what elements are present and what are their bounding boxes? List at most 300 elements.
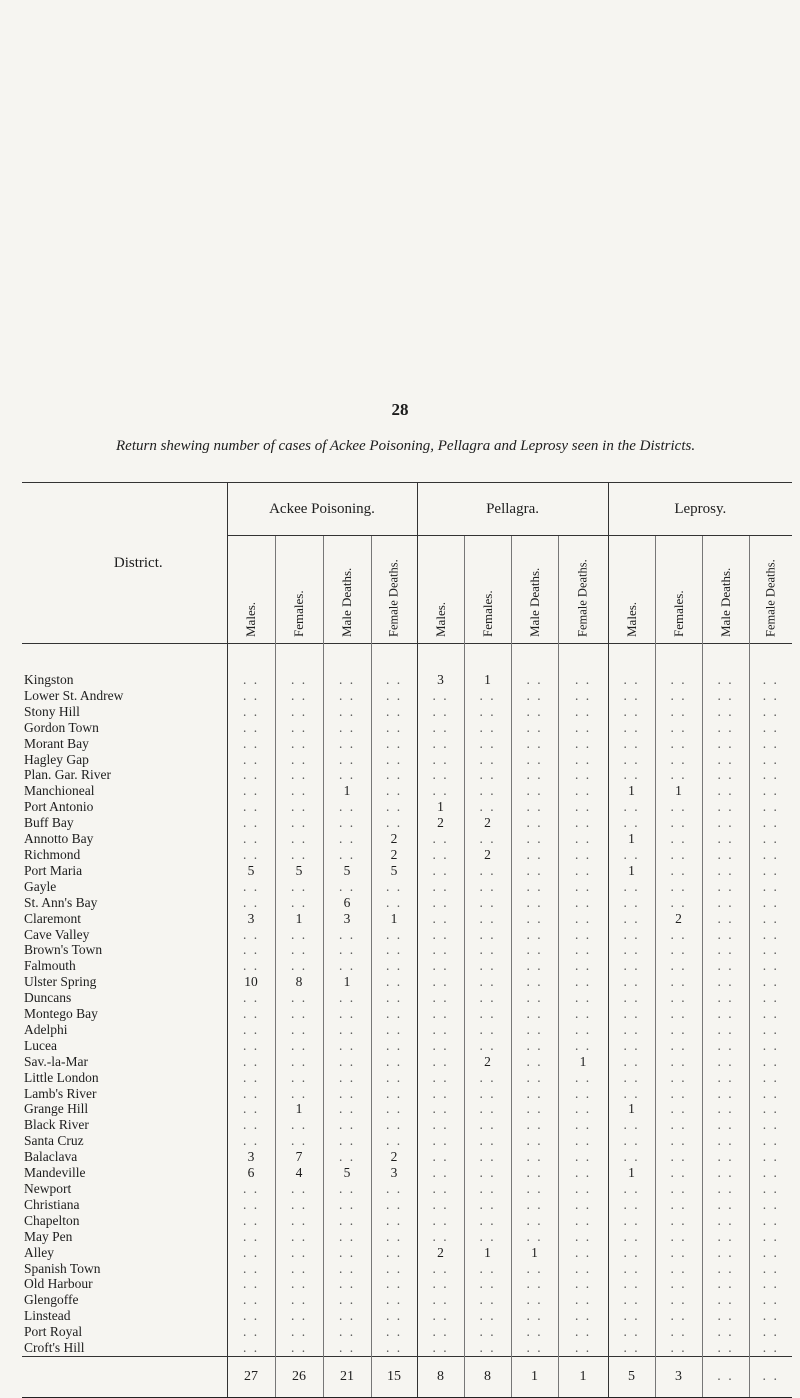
cell-empty bbox=[655, 831, 702, 847]
empty-marker: . . bbox=[526, 1006, 543, 1022]
empty-marker: . . bbox=[762, 1276, 779, 1292]
empty-marker: . . bbox=[574, 672, 592, 687]
cell-empty bbox=[464, 1340, 511, 1356]
empty-marker: . . bbox=[762, 767, 779, 783]
empty-marker: . . bbox=[717, 974, 734, 990]
cell-empty bbox=[558, 1133, 608, 1149]
empty-marker: . . bbox=[623, 878, 640, 894]
cell-empty bbox=[323, 1117, 371, 1133]
empty-marker: . . bbox=[717, 846, 734, 862]
empty-marker: . . bbox=[670, 1196, 687, 1212]
cell-value: 2 bbox=[464, 815, 511, 831]
cell-empty bbox=[323, 1038, 371, 1054]
empty-marker: . . bbox=[574, 910, 592, 926]
subcolumn-label: Males. bbox=[243, 601, 258, 637]
empty-marker: . . bbox=[338, 751, 356, 767]
empty-marker: . . bbox=[432, 1165, 449, 1181]
district-name: Croft's Hill bbox=[24, 1340, 85, 1356]
cell-empty bbox=[323, 1006, 371, 1022]
empty-marker: . . bbox=[526, 831, 543, 847]
empty-marker: . . bbox=[385, 1021, 403, 1037]
empty-marker: . . bbox=[717, 831, 734, 847]
cell-empty bbox=[323, 752, 371, 768]
empty-marker: . . bbox=[762, 687, 779, 703]
cell-empty bbox=[608, 1022, 655, 1038]
cell-empty bbox=[464, 895, 511, 911]
cell-empty bbox=[749, 1292, 792, 1308]
empty-marker: . . bbox=[623, 1117, 640, 1133]
cell-empty bbox=[749, 767, 792, 783]
empty-marker: . . bbox=[574, 1069, 592, 1085]
empty-marker: . . bbox=[623, 1133, 640, 1149]
cell-empty bbox=[275, 1340, 323, 1356]
cell-empty bbox=[702, 1086, 749, 1102]
cell-empty bbox=[655, 752, 702, 768]
district-name: Port Royal bbox=[24, 1324, 83, 1340]
empty-marker: . . bbox=[290, 1228, 308, 1244]
district-name: Little London bbox=[24, 1069, 99, 1085]
empty-marker: . . bbox=[623, 1149, 640, 1165]
empty-marker: . . bbox=[242, 672, 260, 687]
empty-marker: . . bbox=[762, 1053, 779, 1069]
empty-marker: . . bbox=[623, 1244, 640, 1260]
cell-empty bbox=[511, 1197, 558, 1213]
district-name: Adelphi bbox=[24, 1021, 68, 1037]
empty-marker: . . bbox=[670, 1292, 687, 1308]
empty-marker: . . bbox=[526, 942, 543, 958]
empty-marker: . . bbox=[385, 1006, 403, 1022]
cell-value: 1 bbox=[608, 1101, 655, 1117]
cell-empty bbox=[227, 752, 275, 768]
cell-empty bbox=[227, 688, 275, 704]
empty-marker: . . bbox=[623, 1006, 640, 1022]
empty-marker: . . bbox=[385, 719, 403, 735]
cell-empty bbox=[655, 1276, 702, 1292]
empty-marker: . . bbox=[242, 719, 260, 735]
empty-marker: . . bbox=[479, 974, 496, 990]
cell-empty bbox=[227, 879, 275, 895]
cell-empty bbox=[655, 704, 702, 720]
total-value: 8 bbox=[417, 1356, 464, 1397]
cell-empty bbox=[464, 1292, 511, 1308]
cell-empty bbox=[323, 1086, 371, 1102]
cell-empty bbox=[275, 1022, 323, 1038]
cell-value: 1 bbox=[323, 783, 371, 799]
empty-marker: . . bbox=[762, 1101, 779, 1117]
district-name: Linstead bbox=[24, 1308, 71, 1324]
cell-empty bbox=[371, 672, 417, 688]
empty-marker: . . bbox=[338, 1340, 356, 1356]
empty-marker: . . bbox=[385, 1196, 403, 1212]
empty-marker: . . bbox=[385, 767, 403, 783]
cell-empty bbox=[275, 879, 323, 895]
cell-empty bbox=[655, 815, 702, 831]
cell-empty bbox=[227, 1324, 275, 1340]
empty-marker: . . bbox=[717, 1021, 734, 1037]
cell-empty bbox=[464, 879, 511, 895]
cell-empty bbox=[655, 1086, 702, 1102]
cell-value: 1 bbox=[558, 1054, 608, 1070]
cell-empty bbox=[511, 1324, 558, 1340]
empty-marker: . . bbox=[290, 1021, 308, 1037]
cell-empty bbox=[608, 1149, 655, 1165]
cell-empty bbox=[702, 720, 749, 736]
cell-empty bbox=[464, 799, 511, 815]
empty-marker: . . bbox=[242, 1181, 260, 1196]
empty-marker: . . bbox=[479, 783, 496, 799]
cell-empty bbox=[749, 958, 792, 974]
empty-marker: . . bbox=[479, 719, 496, 735]
empty-marker: . . bbox=[762, 1021, 779, 1037]
empty-marker: . . bbox=[717, 783, 734, 799]
cell-value: 2 bbox=[371, 1149, 417, 1165]
cell-empty bbox=[655, 1292, 702, 1308]
table-row bbox=[22, 688, 792, 704]
empty-marker: . . bbox=[670, 926, 687, 942]
empty-marker: . . bbox=[338, 1181, 356, 1196]
cell-empty bbox=[702, 1308, 749, 1324]
cell-empty bbox=[371, 879, 417, 895]
cell-value: 1 bbox=[464, 672, 511, 688]
empty-marker: . . bbox=[670, 767, 687, 783]
empty-marker: . . bbox=[242, 1292, 260, 1308]
cell-empty bbox=[749, 1276, 792, 1292]
cell-empty bbox=[702, 688, 749, 704]
empty-marker: . . bbox=[338, 799, 356, 815]
cell-empty bbox=[511, 783, 558, 799]
empty-marker: . . bbox=[762, 1069, 779, 1085]
table-row bbox=[22, 958, 792, 974]
empty-marker: . . bbox=[574, 846, 592, 862]
empty-marker: . . bbox=[670, 1276, 687, 1292]
district-name: Lamb's River bbox=[24, 1085, 97, 1101]
subcolumn-header bbox=[275, 536, 323, 644]
cell-empty bbox=[227, 847, 275, 863]
cell-empty bbox=[608, 1038, 655, 1054]
cell-empty bbox=[323, 720, 371, 736]
district-name: Black River bbox=[24, 1117, 89, 1133]
empty-marker: . . bbox=[717, 719, 734, 735]
district-name: Stony Hill bbox=[24, 703, 80, 719]
cell-empty bbox=[558, 831, 608, 847]
cell-empty bbox=[608, 736, 655, 752]
cell-value: 3 bbox=[227, 911, 275, 927]
cell-empty bbox=[511, 831, 558, 847]
empty-marker: . . bbox=[574, 1276, 592, 1292]
cell-value: 2 bbox=[371, 831, 417, 847]
empty-marker: . . bbox=[385, 1181, 403, 1196]
cell-empty bbox=[417, 720, 464, 736]
cell-empty bbox=[511, 1117, 558, 1133]
cell-empty bbox=[608, 720, 655, 736]
district-name: Lower St. Andrew bbox=[24, 687, 124, 703]
empty-marker: . . bbox=[479, 1021, 496, 1037]
empty-marker: . . bbox=[623, 974, 640, 990]
empty-marker: . . bbox=[623, 719, 640, 735]
empty-marker: . . bbox=[338, 767, 356, 783]
empty-marker: . . bbox=[290, 751, 308, 767]
cell-empty bbox=[511, 911, 558, 927]
empty-marker: . . bbox=[479, 751, 496, 767]
empty-marker: . . bbox=[574, 783, 592, 799]
cell-empty bbox=[608, 672, 655, 688]
cell-empty bbox=[749, 815, 792, 831]
district-name: Port Maria bbox=[24, 862, 83, 878]
table-row bbox=[22, 863, 792, 879]
empty-marker: . . bbox=[385, 1244, 403, 1260]
totals-row bbox=[22, 1356, 792, 1397]
empty-marker: . . bbox=[717, 1006, 734, 1022]
empty-marker: . . bbox=[338, 815, 356, 831]
empty-marker: . . bbox=[242, 894, 260, 910]
empty-marker: . . bbox=[385, 1228, 403, 1244]
cell-empty bbox=[702, 1133, 749, 1149]
empty-marker: . . bbox=[432, 990, 449, 1006]
empty-marker: . . bbox=[717, 687, 734, 703]
cell-empty bbox=[558, 1245, 608, 1261]
cell-empty bbox=[371, 1006, 417, 1022]
cell-empty bbox=[749, 736, 792, 752]
cell-empty bbox=[464, 1038, 511, 1054]
empty-marker: . . bbox=[623, 894, 640, 910]
empty-marker: . . bbox=[623, 1069, 640, 1085]
cell-empty bbox=[371, 1292, 417, 1308]
cell-empty bbox=[655, 1054, 702, 1070]
cell-value: 1 bbox=[608, 831, 655, 847]
empty-marker: . . bbox=[479, 1260, 496, 1276]
empty-marker: . . bbox=[762, 1308, 779, 1324]
empty-marker: . . bbox=[385, 703, 403, 719]
empty-marker: . . bbox=[762, 1149, 779, 1165]
cell-empty bbox=[511, 1292, 558, 1308]
empty-marker: . . bbox=[385, 958, 403, 974]
table-row bbox=[22, 1101, 792, 1117]
cell-empty bbox=[749, 1181, 792, 1197]
ackee-poisoning-header: Ackee Poisoning. bbox=[227, 483, 417, 536]
empty-marker: . . bbox=[574, 1101, 592, 1117]
table-row bbox=[22, 879, 792, 895]
cell-empty bbox=[417, 736, 464, 752]
cell-empty bbox=[608, 1181, 655, 1197]
cell-empty bbox=[227, 1070, 275, 1086]
cell-empty bbox=[558, 847, 608, 863]
cell-empty bbox=[511, 1308, 558, 1324]
cell-empty bbox=[464, 831, 511, 847]
empty-marker: . . bbox=[479, 878, 496, 894]
cell-empty bbox=[417, 990, 464, 1006]
cell-empty bbox=[371, 1133, 417, 1149]
empty-marker: . . bbox=[762, 799, 779, 815]
table-row bbox=[22, 767, 792, 783]
empty-marker: . . bbox=[717, 1181, 734, 1196]
empty-marker: . . bbox=[479, 1196, 496, 1212]
cell-empty bbox=[227, 767, 275, 783]
empty-marker: . . bbox=[242, 1196, 260, 1212]
empty-marker: . . bbox=[574, 1021, 592, 1037]
empty-marker: . . bbox=[526, 1196, 543, 1212]
cell-empty bbox=[275, 942, 323, 958]
empty-marker: . . bbox=[762, 1037, 779, 1053]
empty-marker: . . bbox=[479, 1276, 496, 1292]
cell-empty bbox=[558, 974, 608, 990]
district-name: Annotto Bay bbox=[24, 831, 94, 847]
cell-empty bbox=[275, 815, 323, 831]
cell-empty bbox=[749, 1229, 792, 1245]
cell-empty bbox=[749, 974, 792, 990]
cell-empty bbox=[275, 847, 323, 863]
empty-marker: . . bbox=[623, 926, 640, 942]
cell-empty bbox=[655, 1006, 702, 1022]
empty-marker: . . bbox=[290, 1260, 308, 1276]
cell-empty bbox=[323, 815, 371, 831]
table-row bbox=[22, 799, 792, 815]
cell-empty bbox=[417, 1070, 464, 1086]
cell-empty bbox=[417, 863, 464, 879]
empty-marker: . . bbox=[762, 990, 779, 1006]
cell-empty bbox=[511, 1038, 558, 1054]
empty-marker: . . bbox=[717, 1133, 734, 1149]
cell-empty bbox=[371, 1070, 417, 1086]
empty-marker: . . bbox=[574, 703, 592, 719]
cell-empty bbox=[558, 1229, 608, 1245]
cell-empty bbox=[227, 720, 275, 736]
cell-empty bbox=[227, 1276, 275, 1292]
cell-empty bbox=[464, 1229, 511, 1245]
cell-empty bbox=[655, 1324, 702, 1340]
cell-empty bbox=[464, 1006, 511, 1022]
empty-marker: . . bbox=[290, 1133, 308, 1149]
cell-empty bbox=[511, 1006, 558, 1022]
empty-marker: . . bbox=[385, 1101, 403, 1117]
cell-empty bbox=[511, 688, 558, 704]
empty-marker: . . bbox=[717, 1340, 734, 1356]
empty-marker: . . bbox=[526, 974, 543, 990]
cell-empty bbox=[371, 1213, 417, 1229]
cell-empty bbox=[749, 831, 792, 847]
empty-marker: . . bbox=[717, 751, 734, 767]
empty-marker: . . bbox=[623, 1340, 640, 1356]
empty-marker: . . bbox=[670, 1006, 687, 1022]
empty-marker: . . bbox=[526, 1117, 543, 1133]
district-name: Hagley Gap bbox=[24, 751, 89, 767]
empty-marker: . . bbox=[762, 1260, 779, 1276]
cell-empty bbox=[655, 1213, 702, 1229]
cell-empty bbox=[417, 911, 464, 927]
subcolumn-label: Female Deaths. bbox=[763, 559, 778, 637]
cell-empty bbox=[275, 1324, 323, 1340]
empty-marker: . . bbox=[717, 735, 734, 751]
empty-marker: . . bbox=[717, 910, 734, 926]
empty-marker: . . bbox=[290, 990, 308, 1006]
cell-empty bbox=[655, 1308, 702, 1324]
cell-value: 1 bbox=[275, 1101, 323, 1117]
district-name: Christiana bbox=[24, 1196, 80, 1212]
empty-marker: . . bbox=[670, 1085, 687, 1101]
empty-marker: . . bbox=[670, 862, 687, 878]
cell-empty bbox=[558, 1261, 608, 1277]
cell-empty bbox=[608, 688, 655, 704]
totals-label-cell bbox=[22, 1356, 227, 1397]
district-name: Kingston bbox=[24, 672, 74, 687]
empty-marker: . . bbox=[526, 958, 543, 974]
empty-marker: . . bbox=[574, 1117, 592, 1133]
cell-empty bbox=[417, 831, 464, 847]
cell-empty bbox=[702, 1101, 749, 1117]
cell-empty bbox=[275, 958, 323, 974]
empty-marker: . . bbox=[385, 974, 403, 990]
cell-empty bbox=[227, 1197, 275, 1213]
district-name: St. Ann's Bay bbox=[24, 894, 98, 910]
cell-value: 5 bbox=[323, 1165, 371, 1181]
empty-marker: . . bbox=[762, 1165, 779, 1181]
cell-empty bbox=[702, 1181, 749, 1197]
cell-empty bbox=[558, 1070, 608, 1086]
empty-marker: . . bbox=[338, 1101, 356, 1117]
cell-empty bbox=[371, 990, 417, 1006]
empty-marker: . . bbox=[670, 1165, 687, 1181]
empty-marker: . . bbox=[242, 1308, 260, 1324]
subcolumn-label: Females. bbox=[291, 590, 306, 637]
empty-marker: . . bbox=[762, 815, 779, 831]
empty-marker: . . bbox=[526, 862, 543, 878]
empty-marker: . . bbox=[762, 751, 779, 767]
empty-marker: . . bbox=[526, 878, 543, 894]
cell-empty bbox=[464, 911, 511, 927]
cell-empty bbox=[464, 1149, 511, 1165]
district-name: Newport bbox=[24, 1181, 72, 1196]
district-name: Lucea bbox=[24, 1037, 57, 1053]
cell-empty bbox=[371, 767, 417, 783]
cell-empty bbox=[749, 1038, 792, 1054]
empty-marker: . . bbox=[385, 894, 403, 910]
empty-marker: . . bbox=[717, 1117, 734, 1133]
pellagra-header: Pellagra. bbox=[417, 483, 608, 536]
empty-marker: . . bbox=[717, 1101, 734, 1117]
empty-marker: . . bbox=[242, 799, 260, 815]
empty-marker: . . bbox=[526, 1324, 543, 1340]
cell-empty bbox=[558, 736, 608, 752]
empty-marker: . . bbox=[242, 1212, 260, 1228]
empty-marker: . . bbox=[432, 1037, 449, 1053]
empty-marker: . . bbox=[717, 958, 734, 974]
cell-value: 3 bbox=[323, 911, 371, 927]
empty-marker: . . bbox=[432, 974, 449, 990]
cell-empty bbox=[608, 799, 655, 815]
cell-empty bbox=[227, 990, 275, 1006]
cell-empty bbox=[371, 1022, 417, 1038]
cell-empty bbox=[558, 863, 608, 879]
table-row bbox=[22, 815, 792, 831]
empty-marker: . . bbox=[242, 1069, 260, 1085]
empty-marker: . . bbox=[762, 1324, 779, 1340]
page-number: 28 bbox=[391, 400, 409, 419]
empty-marker: . . bbox=[574, 1149, 592, 1165]
cell-empty bbox=[608, 1197, 655, 1213]
cell-empty bbox=[608, 927, 655, 943]
cell-empty bbox=[749, 879, 792, 895]
cell-empty bbox=[749, 942, 792, 958]
cell-empty bbox=[702, 990, 749, 1006]
empty-marker: . . bbox=[242, 751, 260, 767]
empty-marker: . . bbox=[290, 1340, 308, 1356]
empty-marker: . . bbox=[242, 926, 260, 942]
cell-empty bbox=[323, 1149, 371, 1165]
subcolumn-label: Females. bbox=[479, 590, 495, 637]
empty-marker: . . bbox=[242, 1276, 260, 1292]
cell-empty bbox=[464, 1197, 511, 1213]
empty-marker: . . bbox=[717, 1085, 734, 1101]
cell-value: 1 bbox=[608, 783, 655, 799]
